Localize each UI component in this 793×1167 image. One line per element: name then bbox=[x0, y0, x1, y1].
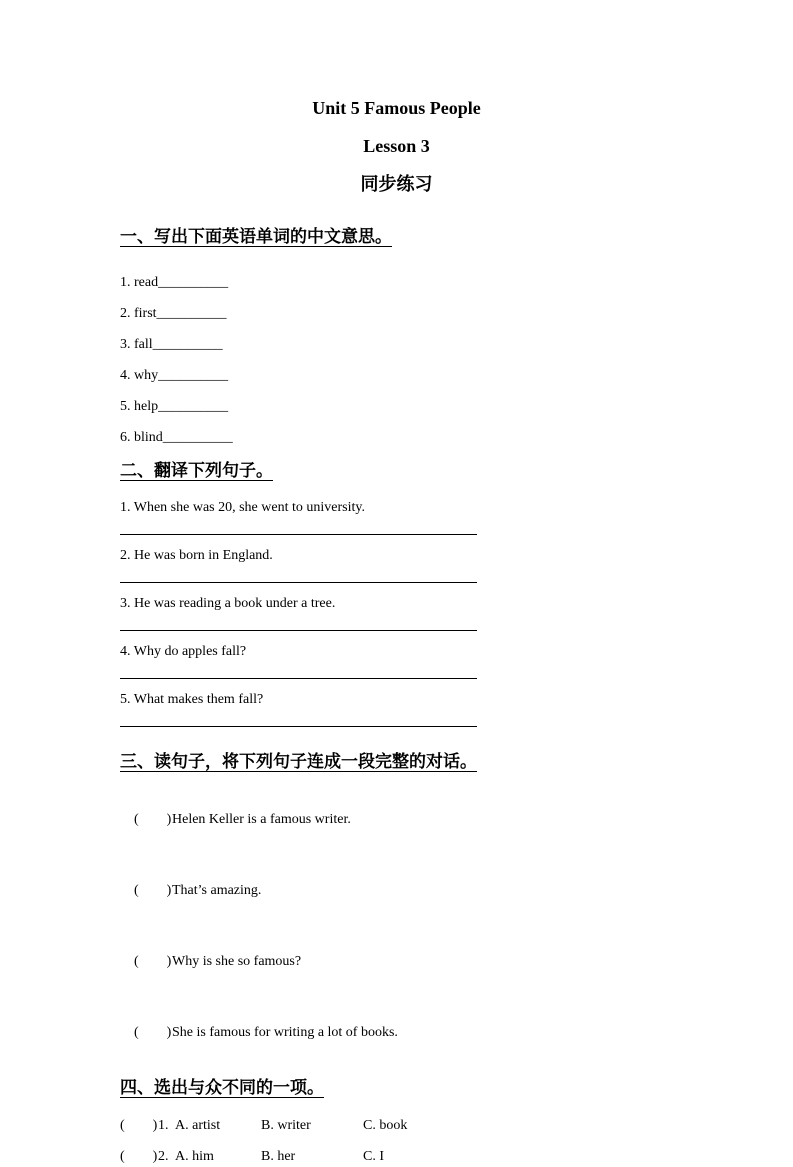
translation-item bbox=[120, 594, 673, 631]
answer-blank-line bbox=[120, 678, 477, 679]
dialog-order-item bbox=[120, 790, 673, 850]
answer-blank: ( ) bbox=[120, 1149, 158, 1164]
question-number: 2. bbox=[158, 1149, 169, 1164]
section-4-heading-text: 四、选出与众不同的一项。 bbox=[120, 1078, 324, 1097]
word-item: 2. first__________ bbox=[120, 306, 227, 321]
lesson-title: Lesson 3 bbox=[363, 136, 430, 156]
question-number: 1. bbox=[158, 1118, 169, 1133]
translation-item bbox=[120, 498, 673, 535]
option-b: B. her bbox=[261, 1149, 296, 1164]
translation-sentence: 1. When she was 20, she went to university. bbox=[120, 500, 365, 515]
worksheet-subtitle: 同步练习 bbox=[360, 174, 433, 194]
dialog-sentence: She is famous for writing a lot of books. bbox=[172, 1025, 398, 1040]
section-1-heading-text: 一、写出下面英语单词的中文意思。 bbox=[120, 227, 392, 246]
option-b: B. writer bbox=[261, 1118, 311, 1133]
choice-item bbox=[120, 1147, 673, 1167]
answer-blank: ( ) bbox=[120, 1118, 158, 1133]
option-a: A. artist bbox=[175, 1118, 221, 1133]
dialog-order-item bbox=[120, 861, 673, 921]
translation-sentence: 2. He was born in England. bbox=[120, 548, 273, 563]
dialog-order-item bbox=[120, 1003, 673, 1063]
dialog-sentence: Why is she so famous? bbox=[172, 954, 302, 969]
section-2-heading-text: 二、翻译下列句子。 bbox=[120, 461, 273, 480]
answer-blank-line bbox=[120, 630, 477, 631]
unit-title: Unit 5 Famous People bbox=[312, 98, 481, 118]
translation-item bbox=[120, 546, 673, 583]
word-item: 4. why__________ bbox=[120, 368, 229, 383]
translation-item bbox=[120, 690, 673, 727]
dialog-sentence: That’s amazing. bbox=[172, 883, 262, 898]
order-blank: ( ) bbox=[134, 883, 172, 898]
word-item: 3. fall__________ bbox=[120, 337, 223, 352]
choice-item bbox=[120, 1116, 673, 1136]
option-c: C. book bbox=[363, 1118, 408, 1133]
translation-item bbox=[120, 642, 673, 679]
answer-blank-line bbox=[120, 726, 477, 727]
translation-sentence: 5. What makes them fall? bbox=[120, 692, 264, 707]
option-a: A. him bbox=[175, 1149, 214, 1164]
answer-blank-line bbox=[120, 582, 477, 583]
translation-sentence: 4. Why do apples fall? bbox=[120, 644, 247, 659]
word-item: 6. blind__________ bbox=[120, 430, 233, 445]
dialog-order-item bbox=[120, 932, 673, 992]
order-blank: ( ) bbox=[134, 812, 172, 827]
answer-blank-line bbox=[120, 534, 477, 535]
section-2-heading bbox=[120, 459, 673, 483]
section-4-heading bbox=[120, 1076, 673, 1100]
order-blank: ( ) bbox=[134, 1025, 172, 1040]
translation-sentence: 3. He was reading a book under a tree. bbox=[120, 596, 336, 611]
order-blank: ( ) bbox=[134, 954, 172, 969]
section-1-heading bbox=[120, 225, 673, 249]
section-3-heading bbox=[120, 750, 673, 774]
dialog-sentence: Helen Keller is a famous writer. bbox=[172, 812, 351, 827]
option-c: C. I bbox=[363, 1149, 384, 1164]
section-3-heading-text: 三、读句子，将下列句子连成一段完整的对话。 bbox=[120, 752, 477, 771]
word-item: 1. read__________ bbox=[120, 275, 229, 290]
word-item: 5. help__________ bbox=[120, 399, 229, 414]
